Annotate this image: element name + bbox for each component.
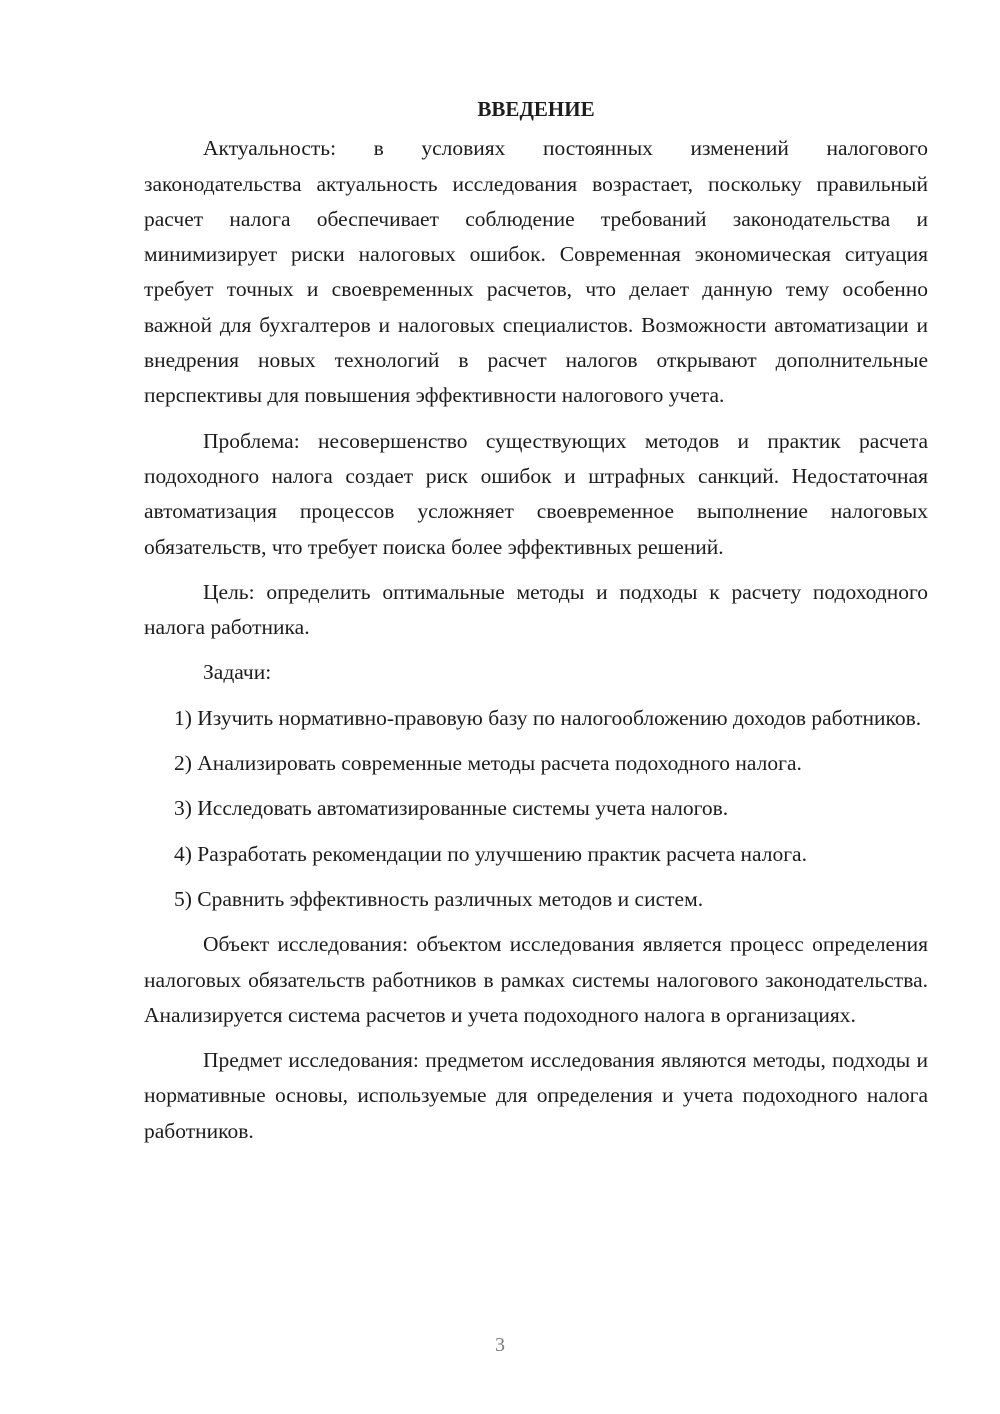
document-page: [144, 92, 928, 1149]
section-title: ВВЕДЕНИЕ: [477, 97, 595, 121]
tasks-heading: Задачи:: [203, 660, 272, 685]
task-item-4: 4) Разработать рекомендации по улучшению практик расчета налога.: [174, 841, 807, 866]
task-item-5: 5) Сравнить эффективность различных методов и систем.: [174, 886, 704, 911]
task-item-3: 3) Исследовать автоматизированные системы учета налогов.: [174, 796, 729, 821]
task-item-2: 2) Анализировать современные методы расчета подоходного налога.: [174, 751, 802, 776]
paragraph-subject: Предмет исследования: предметом исследования являются методы, подходы и нормативные основы, используемые для определения и учета подоходного налога работников.: [144, 1048, 928, 1143]
paragraph-object: Объект исследования: объектом исследования является процесс определения налоговых обязательств работников в рамках системы налогового законодательства. Анализируется система расчетов и учета подоходного налога в организациях.: [144, 932, 928, 1027]
task-item-1: 1) Изучить нормативно-правовую базу по налогообложению доходов работников.: [174, 705, 922, 730]
paragraph-goal: Цель: определить оптимальные методы и подходы к расчету подоходного налога работника.: [144, 579, 928, 640]
page-number: 3: [495, 1334, 505, 1356]
paragraph-relevance: Актуальность: в условиях постоянных изменений налогового законодательства актуальность исследования возрастает, поскольку правильный расчет налога обеспечивает соблюдение требований законодательства и минимизирует риски налоговых ошибок. Современная экономическая ситуация требует точных и своевременных расчетов, что делает данную тему особенно важной для бухгалтеров и налоговых специалистов. Возможности автоматизации и внедрения новых технологий в расчет налогов открывают дополнительные перспективы для повышения эффективности налогового учета.: [144, 136, 928, 408]
paragraph-problem: Проблема: несовершенство существующих методов и практик расчета подоходного налога создает риск ошибок и штрафных санкций. Недостаточная автоматизация процессов усложняет своевременное выполнение налоговых обязательств, что требует поиска более эффективных решений.: [144, 428, 928, 559]
